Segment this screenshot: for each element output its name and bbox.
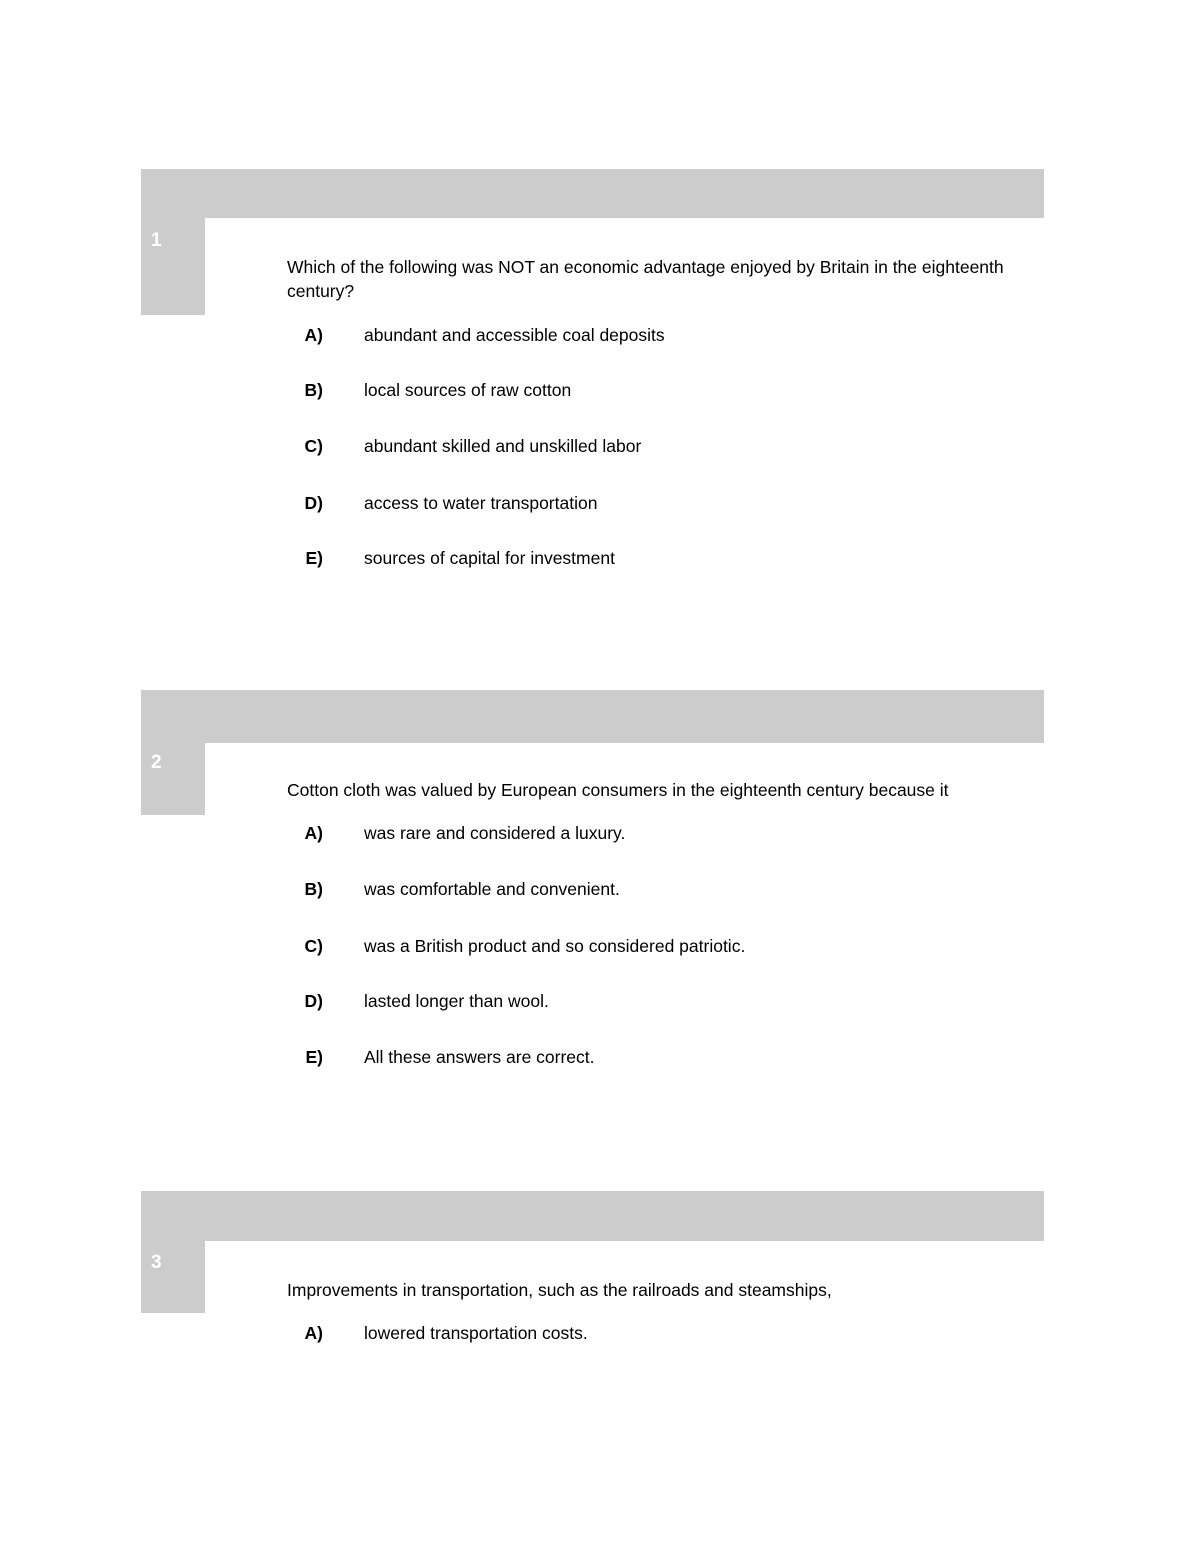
option-text: was rare and considered a luxury. xyxy=(364,823,626,843)
option-text: access to water transportation xyxy=(364,493,598,513)
question-text: Improvements in transportation, such as the railroads and steamships, xyxy=(287,1280,832,1300)
option-letter: C) xyxy=(304,936,323,956)
answer-option-a[interactable] xyxy=(141,821,1044,847)
option-text: local sources of raw cotton xyxy=(364,380,572,400)
option-text: lowered transportation costs. xyxy=(364,1323,588,1343)
answer-option-e[interactable] xyxy=(141,1045,1044,1071)
answer-option-c[interactable] xyxy=(141,434,1044,460)
option-letter: D) xyxy=(304,493,323,513)
question-number: 2 xyxy=(151,752,162,773)
option-letter: B) xyxy=(304,380,323,400)
option-text: was a British product and so considered patriotic. xyxy=(364,936,746,956)
question-text: Which of the following was NOT an economic advantage enjoyed by Britain in the eighteenth century? xyxy=(287,257,1004,301)
question-header-bar xyxy=(141,690,1044,743)
option-text: sources of capital for investment xyxy=(364,548,615,568)
answer-option-a[interactable] xyxy=(141,1321,1044,1347)
answer-option-a[interactable] xyxy=(141,323,1044,349)
option-letter: B) xyxy=(304,879,323,899)
question-number: 1 xyxy=(151,230,162,251)
answer-option-b[interactable] xyxy=(141,378,1044,404)
answer-option-c[interactable] xyxy=(141,934,1044,960)
answer-option-d[interactable] xyxy=(141,989,1044,1015)
answer-option-b[interactable] xyxy=(141,877,1044,903)
option-letter: D) xyxy=(304,991,323,1011)
answer-option-d[interactable] xyxy=(141,491,1044,517)
option-letter: A) xyxy=(304,325,323,345)
option-letter: E) xyxy=(305,1047,323,1067)
question-number: 3 xyxy=(151,1252,162,1273)
option-letter: A) xyxy=(304,1323,323,1343)
option-text: lasted longer than wool. xyxy=(364,991,549,1011)
option-text: All these answers are correct. xyxy=(364,1047,595,1067)
question-block-2 xyxy=(141,690,1044,1090)
option-letter: A) xyxy=(304,823,323,843)
option-text: was comfortable and convenient. xyxy=(364,879,620,899)
option-letter: C) xyxy=(304,436,323,456)
question-header-bar xyxy=(141,1191,1044,1241)
option-text: abundant and accessible coal deposits xyxy=(364,325,665,345)
question-header-bar xyxy=(141,169,1044,218)
question-block-3 xyxy=(141,1191,1044,1391)
question-text: Cotton cloth was valued by European consumers in the eighteenth century because it xyxy=(287,780,949,800)
option-letter: E) xyxy=(305,548,323,568)
question-block-1 xyxy=(141,169,1044,589)
answer-option-e[interactable] xyxy=(141,546,1044,572)
option-text: abundant skilled and unskilled labor xyxy=(364,436,642,456)
